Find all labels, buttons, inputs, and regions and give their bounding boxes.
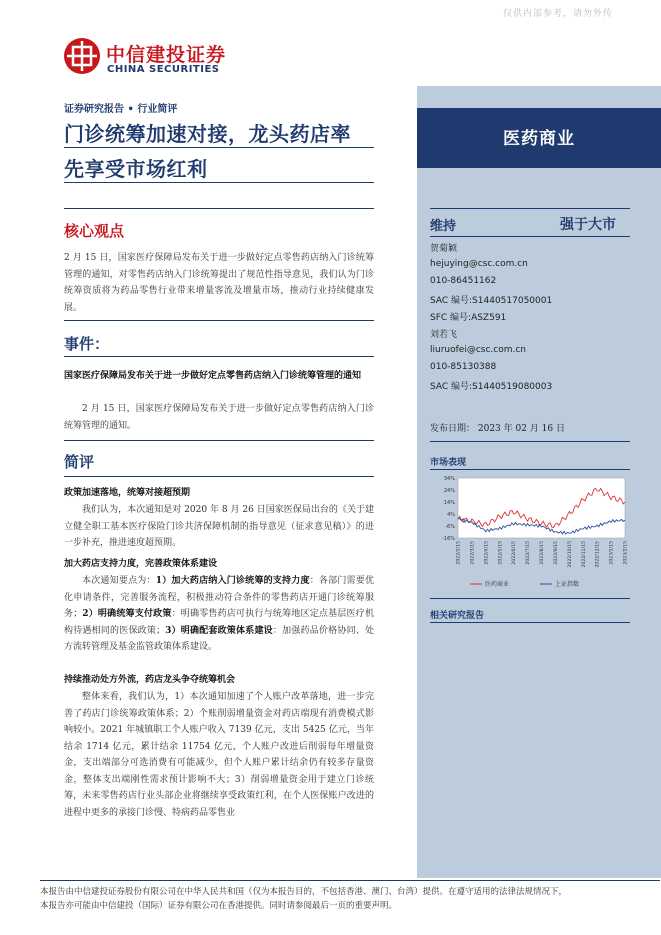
- logo-text-cn: 中信建投证券: [106, 44, 227, 66]
- report-title-line2: 先享受市场红利: [64, 157, 208, 181]
- x-tick-label: 2022/5/15: [498, 541, 504, 565]
- divider: [430, 208, 630, 209]
- market-chart: [430, 472, 630, 592]
- y-tick-label: 24%: [443, 488, 455, 494]
- report-title-line1: 门诊统筹加速对接，龙头药店率: [64, 122, 351, 146]
- legend-label: 上证指数: [555, 581, 580, 588]
- analyst-name: 贺菊颖: [430, 244, 458, 254]
- x-tick-label: 2022/6/15: [512, 541, 518, 565]
- analyst-id: SFC 编号:ASZ591: [430, 313, 507, 323]
- x-tick-label: 2022/9/15: [553, 541, 559, 565]
- review-p3-text: 整体来看，我们认为，1）本次通知加速了个人账户改革落地，进一步完善了药店门诊统筹政策体系；2）个账削弱增量资金对药店端现有消费模式影响较小。2021 年城镇职工个人账户收入 7139 亿元，支出 5425 亿元，当年结余 1714 亿元，累计结余 11754 亿元，个人账户改进后削弱每年增量资金，支出端部分可选消费有可能减少，但个人账户累计结余仍有较多存量资金，整体支出端刚性需求预计影响不大；3）削弱增量资金用于建立门诊统筹，未来零售药店行业头部企业将继续享受政策红利，在个人医保账户改进的进程中更多的承接门诊慢、特病药品零售业: [64, 692, 374, 818]
- divider: [430, 441, 630, 442]
- event-heading: 事件：: [64, 335, 110, 353]
- y-tick-label: -6%: [445, 524, 455, 530]
- rating: 维持: [430, 219, 457, 234]
- x-tick-label: 2022/2/15: [456, 541, 462, 565]
- title-underline: [64, 147, 374, 148]
- analyst-phone: 010-86451162: [430, 276, 497, 286]
- review-p3-head: 持续推动处方外流，药店龙头争夺统筹机会: [64, 675, 236, 685]
- y-tick-label: 4%: [447, 512, 455, 518]
- disclaimer-line2: 本报告亦可能由中信建投（国际）证券有限公司在香港提供。同时请参阅最后一页的重要声明。: [40, 901, 398, 911]
- divider: [64, 440, 374, 441]
- review-p1-text: 我们认为，本次通知是对 2020 年 8 月 26 日国家医保局出台的《关于建立健全职工基本医疗保险门诊共济保障机制的指导意见（征求意见稿）》的进一步补充，推进速度超预期。: [64, 505, 374, 548]
- review-heading: 简评: [64, 453, 95, 471]
- divider: [430, 236, 630, 237]
- review-p2-head: 加大药店支持力度，完善政策体系建设: [64, 559, 218, 569]
- x-tick-label: 2022/12/15: [595, 541, 601, 568]
- analyst-name: 刘若飞: [430, 330, 458, 340]
- core-text: 2 月 15 日，国家医疗保障局发布关于进一步做好定点零售药店纳入门诊统筹管理的通知，对零售药店纳入门诊统筹提出了规范性指导意见，我们认为门诊统筹资质将为药品零售行业带来增量客流及增量市场，推动行业持续健康发展。: [64, 253, 374, 313]
- event-bold: 国家医疗保障局发布关于进一步做好定点零售药店纳入门诊统筹管理的通知: [64, 371, 362, 381]
- divider: [430, 469, 630, 470]
- x-tick-label: 2022/7/15: [526, 541, 532, 565]
- footer-rule: [40, 880, 660, 881]
- market-title: 市场表现: [430, 458, 467, 468]
- x-tick-label: 2023/1/15: [609, 541, 615, 565]
- rating-label: 强于大市: [560, 217, 616, 233]
- divider: [430, 622, 630, 623]
- y-tick-label: -16%: [442, 536, 455, 542]
- review-p1-head: 政策加速落地，统筹对接超预期: [64, 488, 191, 498]
- review-p2-text: 本次通知要点为：1）加大药店纳入门诊统筹的支持力度：各部门需要优化申请条件，完善服务流程，积极推动符合条件的零售药店开通门诊统筹服务；2）明确统筹支付政策：明确零售药店可执行与统筹地区定点基层医疗机构待遇相同的医保政策；3）明确配套政策体系建设：加强药品价格协同、处方流转管理及基金监管政策体系建设。: [64, 576, 374, 652]
- disclaimer-line1: 本报告由中信建投证券股份有限公司在中华人民共和国（仅为本报告目的，不包括香港、澳门、台湾）提供。在遵守适用的法律法规情况下，: [40, 887, 568, 897]
- logo-icon: [64, 38, 100, 74]
- report-type: 证券研究报告 • 行业简评: [64, 104, 178, 115]
- x-tick-label: 2022/11/15: [581, 541, 587, 568]
- divider: [430, 598, 630, 599]
- title-underline: [64, 182, 374, 183]
- event-text: 2 月 15 日，国家医疗保障局发布关于进一步做好定点零售药店纳入门诊统筹管理的通知。: [64, 404, 374, 431]
- divider: [64, 476, 374, 477]
- sector-name: 医药商业: [503, 129, 575, 149]
- related-title: 相关研究报告: [430, 611, 485, 621]
- analyst-email: hejuying@csc.com.cn: [430, 259, 528, 269]
- legend-label: 医药商业: [485, 581, 510, 588]
- publish-date: 发布日期： 2023 年 02 月 16 日: [430, 424, 565, 434]
- analyst-id: SAC 编号:S1440519080003: [430, 382, 553, 392]
- divider: [64, 208, 374, 209]
- watermark: 仅供内部参考，请勿外传: [502, 9, 613, 19]
- analyst-email: liuruofei@csc.com.cn: [430, 345, 527, 355]
- divider: [64, 320, 374, 321]
- y-tick-label: 14%: [443, 500, 455, 506]
- divider: [64, 356, 374, 357]
- y-tick-label: 34%: [443, 476, 455, 482]
- x-tick-label: 2022/8/15: [540, 541, 545, 565]
- analyst-phone: 010-85130388: [430, 362, 497, 372]
- x-tick-label: 2023/2/15: [623, 541, 629, 565]
- x-tick-label: 2022/10/15: [567, 541, 573, 568]
- analyst-id: SAC 编号:S1440517050001: [430, 296, 553, 306]
- logo-text-en: CHINA SECURITIES: [107, 64, 220, 75]
- x-tick-label: 2022/3/15: [470, 541, 476, 565]
- x-tick-label: 2022/4/15: [484, 541, 490, 565]
- core-heading: 核心观点: [64, 222, 125, 240]
